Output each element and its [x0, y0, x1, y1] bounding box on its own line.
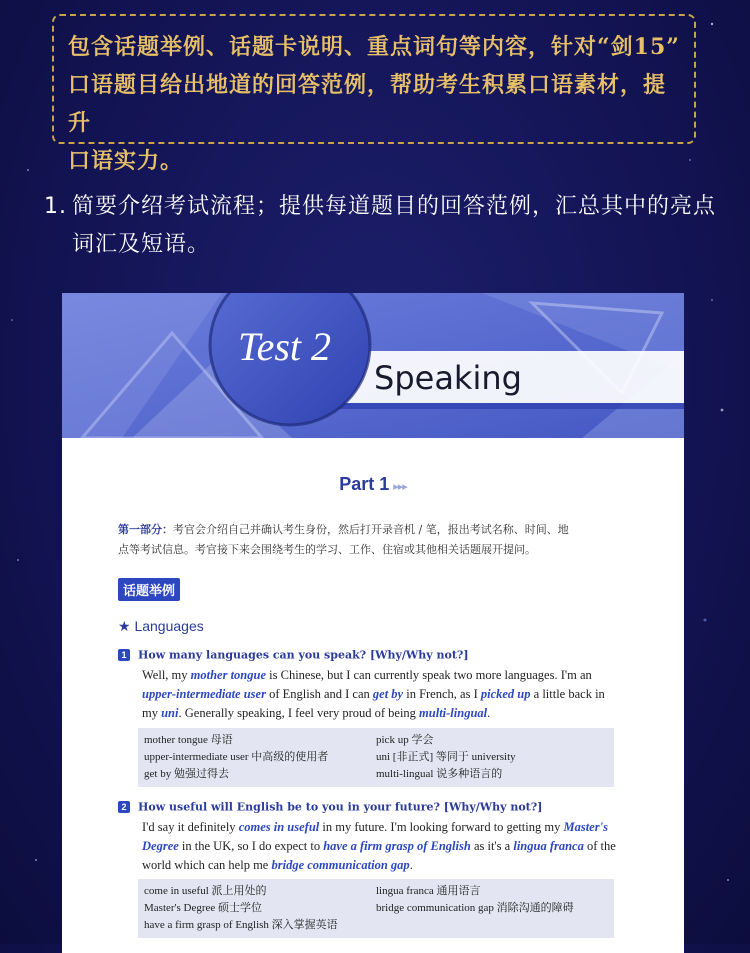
test-title: Test 2: [238, 324, 332, 369]
vocab-entry: lingua franca 通用语言: [376, 885, 481, 897]
vocab-entry: bridge communication gap 消除沟通的障碍: [376, 902, 574, 914]
vocab-row: [144, 766, 608, 783]
point-line-2: 词汇及短语。: [72, 232, 211, 257]
answer-text: of English and I can: [265, 687, 373, 701]
vocab-row: [144, 749, 608, 766]
topic-examples-tag: 话题举例: [118, 578, 180, 601]
vocab-row: [144, 732, 608, 749]
intro-text: [68, 28, 680, 180]
key-phrase: picked up: [480, 687, 531, 701]
part-arrows-icon: ▸▸▸: [393, 481, 407, 493]
vocab-entry: mother tongue 母语: [144, 734, 233, 746]
answer-text: in French, as I: [403, 687, 481, 701]
vocab-box-1: [138, 728, 614, 787]
intro-line-1: 包含话题举例、话题卡说明、重点词句等内容，针对“剑15”: [68, 34, 680, 60]
book-page-preview: [62, 293, 684, 953]
key-phrase: Master's Degree: [142, 820, 608, 853]
question-text: How many languages can you speak? [Why/Why not?]: [138, 648, 469, 662]
section-title: Speaking: [374, 359, 522, 397]
answer-text: in the UK, so I do expect to: [178, 839, 324, 853]
answer-text: .: [487, 706, 491, 720]
feature-point-1: [44, 188, 724, 264]
question-number: 1: [118, 649, 130, 661]
vocab-entry: come in useful 派上用处的: [144, 885, 267, 897]
answer-text: of the world which can help me: [142, 839, 616, 872]
answer-1: [142, 666, 617, 723]
topic-name: ★ Languages: [118, 618, 204, 634]
intro-box: [52, 14, 696, 174]
vocab-box-2: [138, 879, 614, 938]
vocab-row: [144, 900, 608, 917]
key-phrase: get by: [372, 687, 404, 701]
vocab-entry: have a firm grasp of English 深入掌握英语: [144, 919, 338, 931]
key-phrase: lingua franca: [513, 839, 584, 853]
vocab-entry: uni [非正式] 等同于 university: [376, 751, 516, 763]
question-2: [118, 798, 542, 816]
part-heading: [62, 474, 684, 495]
answer-text: is Chinese, but I can currently speak two more languages. I'm an: [266, 668, 592, 682]
answer-text: I'd say it definitely: [142, 820, 239, 834]
answer-text: a little back in my: [142, 687, 605, 720]
part-intro-lead: 第一部分：: [118, 523, 173, 536]
part-intro-line-2: 点等考试信息。考官接下来会围绕考生的学习、工作、住宿或其他相关话题展开提问。: [118, 543, 536, 556]
vocab-entry: Master's Degree 硕士学位: [144, 902, 263, 914]
vocab-row: [144, 883, 608, 900]
intro-line-2: 口语题目给出地道的回答范例，帮助考生积累口语素材，提升: [68, 72, 667, 136]
answer-text: as it's a: [470, 839, 514, 853]
point-line-1: 简要介绍考试流程；提供每道题目的回答范例，汇总其中的亮点: [72, 194, 717, 219]
answer-text: Well, my: [142, 668, 191, 682]
part-intro-paragraph: [118, 520, 628, 560]
key-phrase: mother tongue: [190, 668, 267, 682]
answer-2: [142, 818, 617, 875]
vocab-entry: upper-intermediate user 中高级的使用者: [144, 751, 329, 763]
part-intro-line-1: 考官会介绍自己并确认考生身份，然后打开录音机 / 笔，报出考试名称、时间、地: [173, 523, 569, 536]
key-phrase: bridge communication gap: [271, 858, 410, 872]
key-phrase: multi-lingual: [419, 706, 488, 720]
point-number: 1.: [44, 194, 67, 219]
vocab-entry: [376, 917, 608, 934]
vocab-entry: multi-lingual 说多种语言的: [376, 768, 503, 780]
answer-text: in my future. I'm looking forward to getting my: [319, 820, 564, 834]
part-title: Part 1: [339, 474, 390, 494]
answer-text: .: [409, 858, 413, 872]
vocab-entry: pick up 学会: [376, 734, 434, 746]
question-1: [118, 646, 469, 664]
page-banner: [62, 293, 684, 438]
key-phrase: comes in useful: [238, 820, 320, 834]
answer-text: . Generally speaking, I feel very proud of being: [178, 706, 420, 720]
question-text: How useful will English be to you in your future? [Why/Why not?]: [138, 800, 543, 814]
key-phrase: upper-intermediate user: [142, 687, 266, 701]
key-phrase: have a firm grasp of English: [323, 839, 471, 853]
vocab-entry: get by 勉强过得去: [144, 768, 229, 780]
intro-line-3: 口语实力。: [68, 148, 184, 174]
vocab-row: [144, 917, 608, 934]
question-number: 2: [118, 801, 130, 813]
key-phrase: uni: [161, 706, 179, 720]
